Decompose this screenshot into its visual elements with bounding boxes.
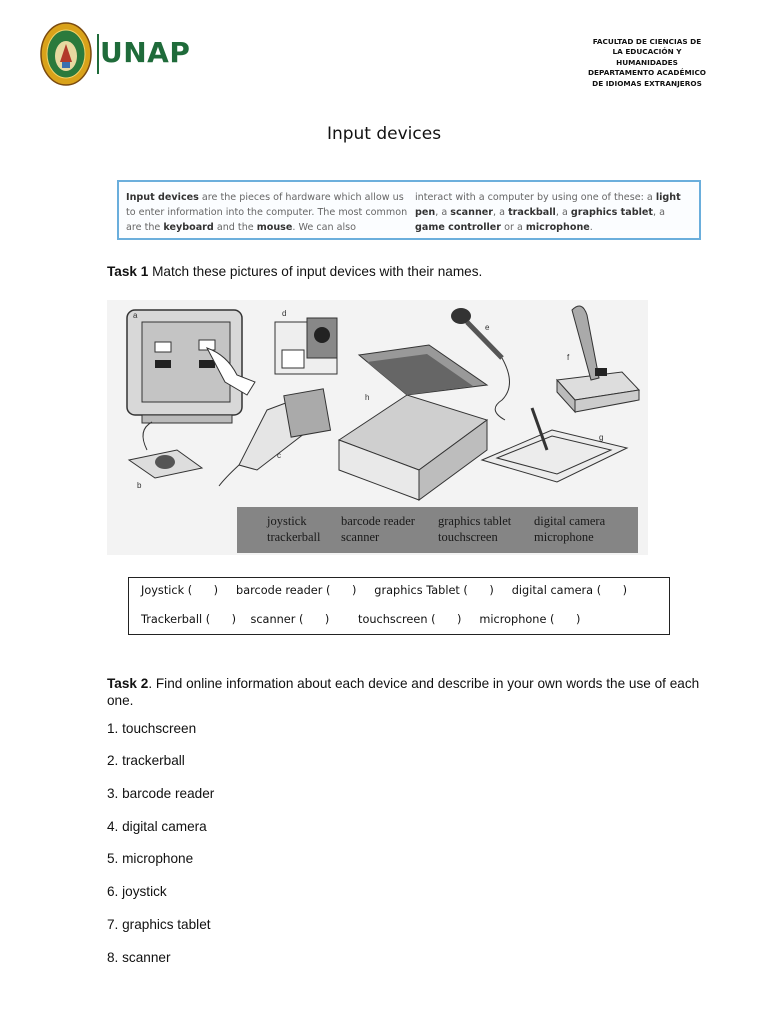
- wordbank-column: [534, 513, 605, 545]
- list-item: 5. microphone: [107, 851, 194, 866]
- faculty-line: DE IDIOMAS EXTRANJEROS: [592, 78, 702, 88]
- figure-letter: h: [365, 393, 370, 402]
- definition-text: , a: [435, 207, 451, 218]
- list-item: 1. touchscreen: [107, 721, 197, 736]
- definition-text: , a: [493, 207, 509, 218]
- figure-letter: f: [567, 353, 570, 362]
- figure-letter: e: [485, 323, 490, 332]
- task2-label: Task 2: [107, 676, 149, 691]
- definition-text: and the: [213, 222, 257, 233]
- faculty-header: [582, 37, 712, 89]
- list-item: 8. scanner: [107, 950, 171, 965]
- definition-text: or a: [501, 222, 526, 233]
- task2-text: . Find online information about each device and describe in your own words the use of each one.: [107, 676, 700, 708]
- term-scanner: scanner: [450, 207, 494, 218]
- faculty-line: FACULTAD DE CIENCIAS DE: [592, 37, 702, 46]
- definition-text: .: [589, 222, 593, 233]
- wordbank-column: [267, 513, 320, 545]
- definition-right-column: [415, 190, 695, 235]
- touchscreen-drawing: [127, 310, 255, 423]
- faculty-line: HUMANIDADES: [616, 57, 678, 67]
- list-item: 7. graphics tablet: [107, 917, 211, 932]
- task1-label: Task 1: [107, 264, 149, 279]
- wordbank-word: microphone: [534, 530, 594, 544]
- faculty-line: LA EDUCACIÓN Y: [612, 47, 682, 57]
- wordbank-word: touchscreen: [438, 530, 498, 544]
- figure-letter: c: [277, 451, 281, 460]
- wordbank-word: graphics tablet: [438, 514, 512, 528]
- digital-camera-drawing: [275, 318, 337, 374]
- word-bank: [237, 507, 638, 553]
- term-game-controller: game controller: [415, 222, 502, 233]
- task1-text: Match these pictures of input devices with their names.: [148, 264, 483, 279]
- page-title: Input devices: [326, 124, 442, 144]
- list-item: 4. digital camera: [107, 819, 207, 834]
- term-trackball: trackball: [508, 207, 556, 218]
- task2-instruction: [107, 675, 727, 709]
- definition-text: interact with a computer by using one of these: a: [415, 192, 656, 203]
- definition-box: [117, 180, 701, 240]
- figure-letter: a: [133, 311, 138, 320]
- wordbank-word: trackerball: [267, 530, 321, 544]
- matching-row: Joystick ( ) barcode reader ( ) graphics Tablet ( ) digital camera ( ): [141, 584, 628, 597]
- definition-left-column: [126, 190, 411, 235]
- brand-divider: [97, 34, 99, 74]
- matching-answer-box: [128, 577, 670, 635]
- definition-text: are the pieces of hardware which allow us to enter information into the computer. The most common are the: [126, 192, 408, 233]
- faculty-line: DEPARTAMENTO ACADÉMICO: [587, 68, 706, 78]
- figure-letter: b: [137, 481, 142, 490]
- definition-text: . We can also: [292, 222, 357, 233]
- definition-text: , a: [555, 207, 571, 218]
- wordbank-column: [341, 513, 415, 545]
- term-input-devices: Input devices: [126, 192, 199, 203]
- wordbank-word: joystick: [267, 514, 307, 528]
- wordbank-word: digital camera: [534, 514, 606, 528]
- task1-instruction: [107, 264, 482, 279]
- wordbank-word: scanner: [341, 530, 380, 544]
- matching-row: Trackerball ( ) scanner ( ) touchscreen ( ) microphone ( ): [141, 613, 581, 626]
- brand-name: UNAP: [100, 36, 191, 69]
- wordbank-column: [438, 513, 511, 545]
- figure-letter: g: [599, 433, 604, 442]
- definition-text: , a: [652, 207, 665, 218]
- figure-letter: d: [282, 309, 287, 318]
- term-light-pen: light pen: [415, 192, 681, 218]
- wordbank-word: barcode reader: [341, 514, 415, 528]
- list-item: 3. barcode reader: [107, 786, 215, 801]
- term-graphics-tablet: graphics tablet: [570, 207, 653, 218]
- term-mouse: mouse: [256, 222, 293, 233]
- list-item: 6. joystick: [107, 884, 167, 899]
- term-microphone: microphone: [525, 222, 590, 233]
- list-item: 2. trackerball: [107, 753, 185, 768]
- university-seal-logo: [40, 22, 92, 86]
- term-keyboard: keyboard: [163, 222, 214, 233]
